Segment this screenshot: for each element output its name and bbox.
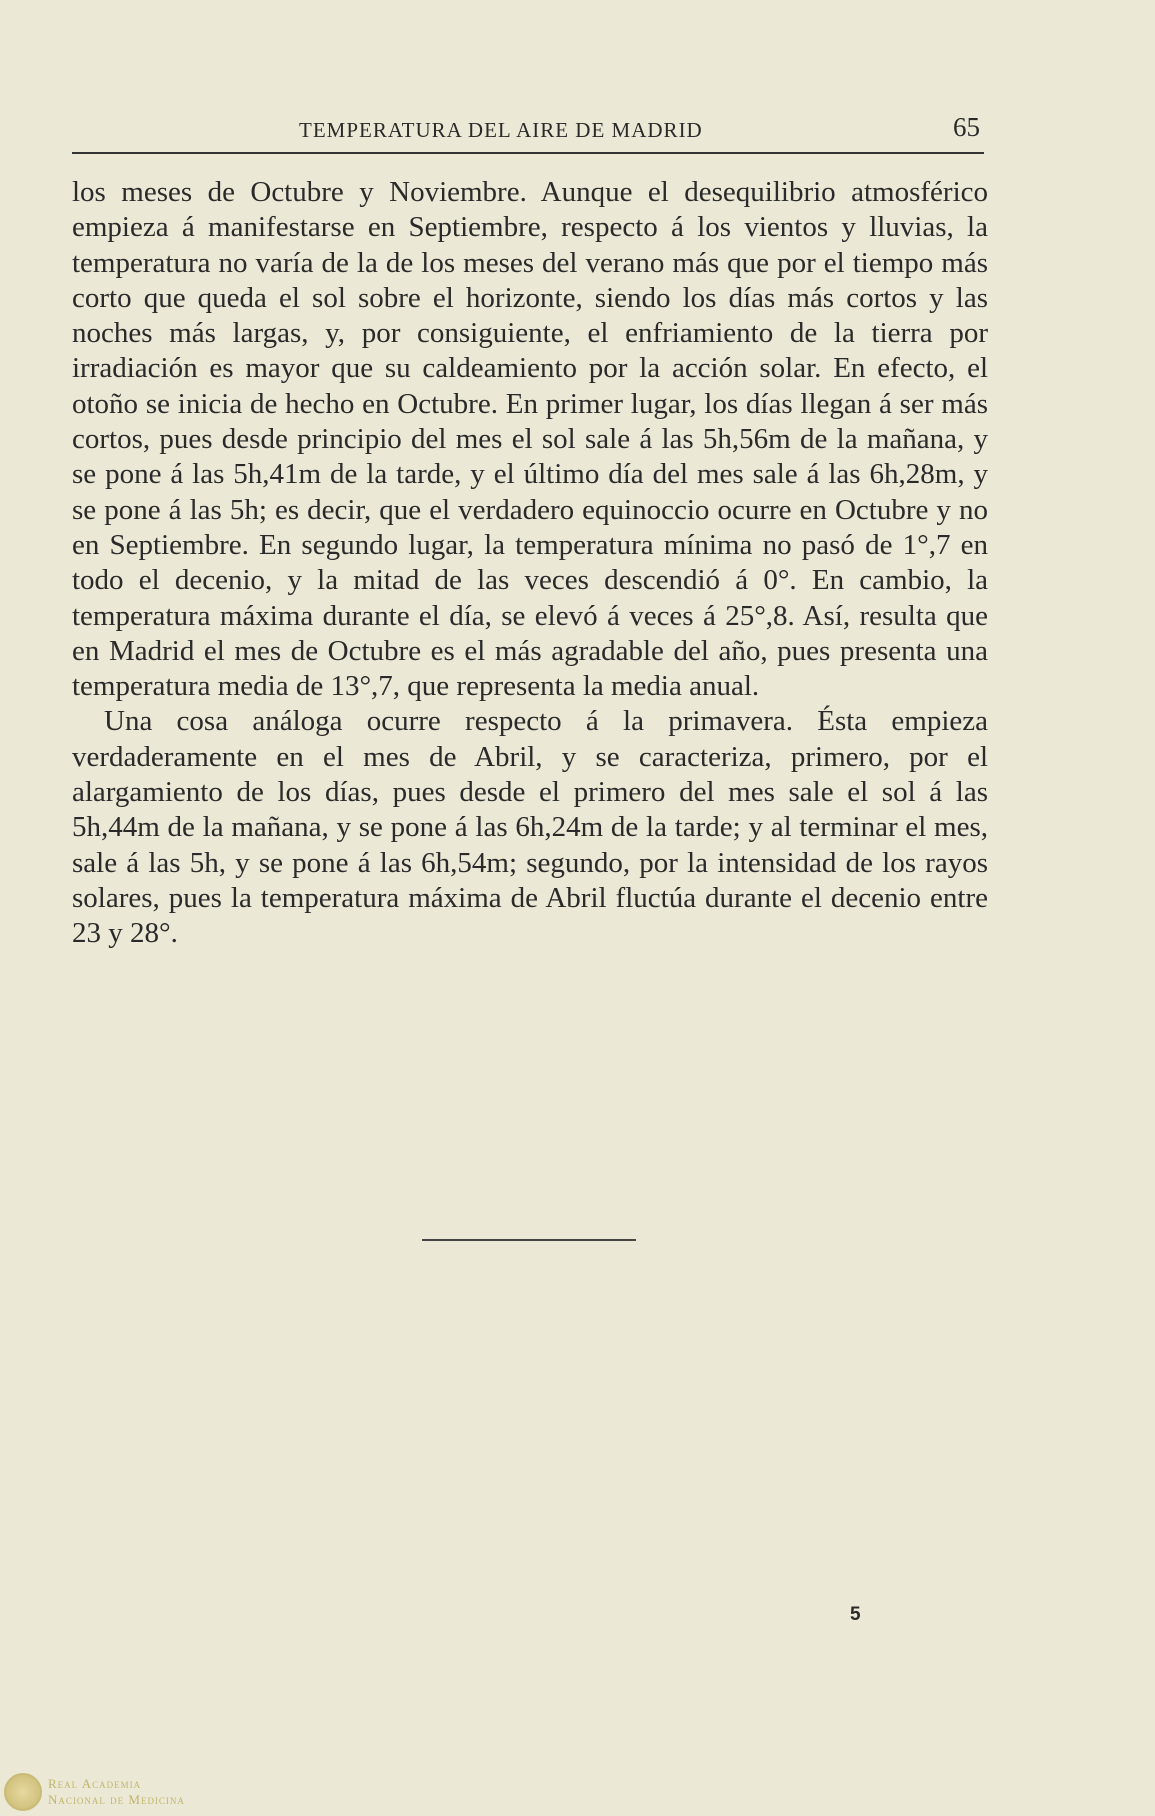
paragraph-continued: los meses de Octubre y Noviembre. Aunque el desequilibrio atmosférico empieza á manifestarse en Septiembre, respecto á los vientos y lluvias, la temperatura no varía de la de los meses del verano más que por el tiempo más corto que queda el sol sobre el horizonte, siendo los días más cortos y las noches más largas, y, por consiguiente, el enfriamiento de la tierra por irradiación es mayor que su caldeamiento por la acción solar. En efecto, el otoño se inicia de hecho en Octubre. En primer lugar, los días llegan á ser más cortos, pues desde principio del mes el sol sale á las 5h,56m de la mañana, y se pone á las 5h,41m de la tarde, y el último día del mes sale á las 6h,28m, y se pone á las 5h; es decir, que el verdadero equinoccio ocurre en Octubre y no en Septiembre. En segundo lugar, la temperatura mínima no pasó de 1°,7 en todo el decenio, y la mitad de las veces descendió á 0°. En cambio, la temperatura máxima durante el día, se elevó á veces á 25°,8. Así, resulta que en Madrid el mes de Octubre es el más agradable del año, pues presenta una temperatura media de 13°,7, que representa la media anual. [72,176,988,703]
stamp-line-2: Nacional de Medicina [48,1792,185,1807]
seal-icon [4,1773,42,1811]
body-text [72,175,988,952]
stamp-text [48,1776,185,1808]
running-head: TEMPERATURA DEL AIRE DE MADRID [299,118,703,142]
paragraph: Una cosa análoga ocurre respecto á la primavera. Ésta empieza verdaderamente en el mes de Abril, y se caracteriza, primero, por el alargamiento de los días, pues desde el primero del mes sale el sol á las 5h,44m de la mañana, y se pone á las 6h,24m de la tarde; y al terminar el mes, sale á las 5h, y se pone á las 6h,54m; segundo, por la intensidad de los rayos solares, pues la temperatura máxima de Abril fluctúa durante el decenio entre 23 y 28°. [72,705,988,950]
header-rule [72,152,984,154]
stamp-line-1: Real Academia [48,1776,142,1791]
page-header [72,112,984,152]
library-stamp [4,1771,185,1813]
section-end-rule [422,1239,636,1241]
page-number: 65 [953,112,980,142]
signature-mark: 5 [850,1604,861,1625]
